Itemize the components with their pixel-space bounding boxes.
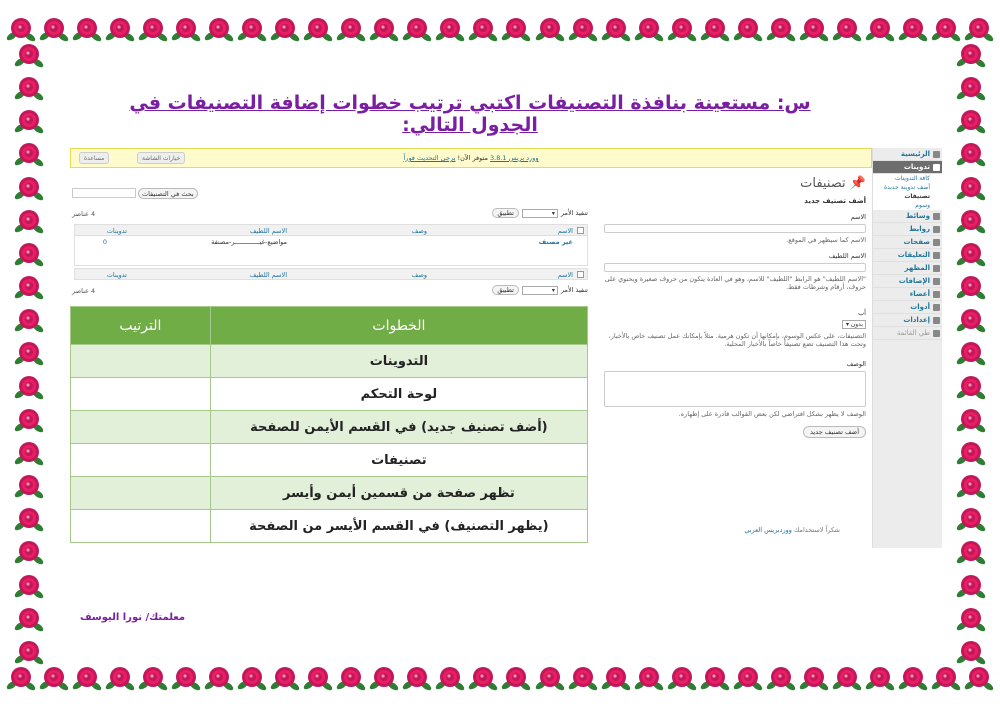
rose-icon bbox=[336, 14, 366, 44]
rose-icon bbox=[14, 206, 44, 236]
rose-icon bbox=[667, 663, 697, 693]
rose-icon bbox=[14, 637, 44, 667]
rose-icon bbox=[105, 14, 135, 44]
rose-icon bbox=[956, 438, 986, 468]
rose-icon bbox=[14, 139, 44, 169]
menu-plugins[interactable]: الإضافات bbox=[873, 275, 942, 288]
rose-icon bbox=[14, 405, 44, 435]
slug-hint: "الاسم اللطيف" هو الرابط "اللطيف" للاسم، وهو في العادة يتكون من حروف صغيرة ويحتوي على حروف، أرقام وشرطات فقط. bbox=[604, 275, 866, 291]
notice-text: متوفر الآن! bbox=[457, 154, 488, 162]
menu-appearance[interactable]: المظهر bbox=[873, 262, 942, 275]
col-description[interactable]: وصف bbox=[411, 227, 427, 235]
rose-icon bbox=[14, 604, 44, 634]
rose-border-right bbox=[948, 40, 994, 667]
rose-icon bbox=[14, 537, 44, 567]
order-cell[interactable] bbox=[71, 444, 211, 477]
rose-icon bbox=[568, 663, 598, 693]
rose-icon bbox=[6, 663, 36, 693]
rose-icon bbox=[832, 14, 862, 44]
rose-icon bbox=[138, 14, 168, 44]
rose-icon bbox=[898, 14, 928, 44]
select-all-checkbox[interactable] bbox=[577, 227, 584, 234]
rose-icon bbox=[956, 338, 986, 368]
rose-icon bbox=[14, 40, 44, 70]
rose-icon bbox=[601, 663, 631, 693]
rose-icon bbox=[14, 338, 44, 368]
help-button[interactable]: مساعدة bbox=[79, 152, 109, 164]
settings-icon bbox=[933, 317, 940, 324]
rose-icon bbox=[956, 272, 986, 302]
rose-icon bbox=[468, 663, 498, 693]
rose-icon bbox=[634, 14, 664, 44]
rose-icon bbox=[501, 14, 531, 44]
col-slug[interactable]: الاسم اللطيف bbox=[249, 227, 287, 235]
pages-icon bbox=[933, 239, 940, 246]
admin-menu bbox=[872, 148, 942, 548]
name-label: الاسم bbox=[850, 213, 866, 221]
users-icon bbox=[933, 291, 940, 298]
table-row bbox=[71, 345, 588, 378]
comments-icon bbox=[933, 252, 940, 259]
steps-table bbox=[70, 306, 588, 543]
plugins-icon bbox=[933, 278, 940, 285]
rose-icon bbox=[956, 206, 986, 236]
rose-icon bbox=[14, 73, 44, 103]
col-posts-bottom[interactable]: تدوينات bbox=[106, 271, 127, 279]
rose-icon bbox=[865, 14, 895, 44]
rose-icon bbox=[14, 571, 44, 601]
update-now-link[interactable]: يرجى التحديث فوراً bbox=[403, 154, 456, 162]
rose-icon bbox=[138, 663, 168, 693]
rose-icon bbox=[369, 663, 399, 693]
rose-icon bbox=[14, 239, 44, 269]
col-description-bottom[interactable]: وصف bbox=[411, 271, 427, 279]
slug-input[interactable] bbox=[604, 263, 866, 272]
order-cell[interactable] bbox=[71, 411, 211, 444]
rose-icon bbox=[799, 663, 829, 693]
step-text: (أضف تصنيف جديد) في القسم الأيمن للصفحة bbox=[210, 411, 587, 444]
tools-icon bbox=[933, 304, 940, 311]
menu-users[interactable]: أعضاء bbox=[873, 288, 942, 301]
rose-icon bbox=[766, 14, 796, 44]
teacher-signature: معلمتك/ نورا اليوسف bbox=[80, 612, 186, 623]
rose-icon bbox=[237, 663, 267, 693]
rose-icon bbox=[667, 14, 697, 44]
search-box bbox=[72, 188, 198, 199]
rose-icon bbox=[14, 305, 44, 335]
steps-header: الخطوات bbox=[210, 307, 587, 345]
submenu-categories[interactable]: تصنيفات bbox=[873, 192, 942, 201]
rose-icon bbox=[14, 438, 44, 468]
page-title: تصنيفات bbox=[800, 176, 846, 191]
rose-icon bbox=[402, 14, 432, 44]
rose-border-left bbox=[6, 40, 52, 667]
rose-icon bbox=[956, 604, 986, 634]
rose-border-top bbox=[0, 6, 1000, 52]
submenu-add-post[interactable]: أضف تدوينة جديدة bbox=[873, 183, 942, 192]
rose-icon bbox=[799, 14, 829, 44]
rose-icon bbox=[14, 372, 44, 402]
rose-icon bbox=[14, 106, 44, 136]
rose-icon bbox=[72, 663, 102, 693]
table-row bbox=[71, 444, 588, 477]
row-posts[interactable]: 0 bbox=[102, 238, 107, 246]
col-name-bottom[interactable]: الاسم bbox=[557, 271, 573, 279]
menu-settings[interactable]: إعدادات bbox=[873, 314, 942, 327]
rose-icon bbox=[964, 663, 994, 693]
item-count-bottom: 4 عناصر bbox=[72, 287, 96, 295]
rose-border-bottom bbox=[0, 655, 1000, 701]
menu-tools[interactable]: أدوات bbox=[873, 301, 942, 314]
rose-icon bbox=[14, 471, 44, 501]
order-cell[interactable] bbox=[71, 477, 211, 510]
categories-pin-icon: 📌 bbox=[849, 176, 866, 191]
bulk-select-top[interactable]: ▾ bbox=[522, 209, 558, 218]
select-all-checkbox-bottom[interactable] bbox=[577, 271, 584, 278]
bulk-actions-top: تنفيذ الأمر ▾ تطبيق bbox=[492, 208, 588, 218]
rose-icon bbox=[956, 173, 986, 203]
rose-icon bbox=[733, 663, 763, 693]
menu-links[interactable]: روابط bbox=[873, 223, 942, 236]
rose-icon bbox=[14, 272, 44, 302]
posts-icon bbox=[933, 164, 940, 171]
rose-icon bbox=[956, 571, 986, 601]
screen-options-button[interactable]: خيارات الشاشة bbox=[137, 152, 185, 164]
parent-label: أب bbox=[858, 309, 866, 317]
rose-icon bbox=[435, 663, 465, 693]
description-label: الوصف bbox=[846, 360, 866, 368]
rose-icon bbox=[270, 663, 300, 693]
name-input[interactable] bbox=[604, 224, 866, 233]
rose-icon bbox=[535, 14, 565, 44]
table-row bbox=[71, 510, 588, 543]
rose-icon bbox=[898, 663, 928, 693]
step-text: التدوينات bbox=[210, 345, 587, 378]
table-footer bbox=[74, 268, 588, 280]
rose-icon bbox=[237, 14, 267, 44]
order-cell[interactable] bbox=[71, 378, 211, 411]
rose-icon bbox=[956, 239, 986, 269]
rose-icon bbox=[105, 663, 135, 693]
row-slug: مواضيع-غيـــــــــــــر-مصنفة bbox=[211, 238, 287, 246]
col-name[interactable]: الاسم bbox=[557, 227, 573, 235]
collapse-icon bbox=[933, 330, 940, 337]
add-category-button[interactable]: أضف تصنيف جديد bbox=[803, 426, 866, 438]
name-hint: الاسم كما سيظهر في الموقع. bbox=[786, 236, 866, 244]
parent-hint: التصنيفات، على عكس الوسوم، بإمكانها أن تكون هرمية. مثلاً بإمكانك عمل تصنيف خاص بالأخبار، وتحت هذا التصنيف تضع تصنيفاً خاصاً بالأخبار المحلية. bbox=[608, 332, 866, 348]
media-icon bbox=[933, 213, 940, 220]
rose-icon bbox=[14, 173, 44, 203]
rose-icon bbox=[956, 73, 986, 103]
version-link[interactable]: وورد بريس 3.8.1 bbox=[490, 154, 539, 162]
links-icon bbox=[933, 226, 940, 233]
order-cell[interactable] bbox=[71, 345, 211, 378]
row-name[interactable]: غير مصنف bbox=[538, 238, 573, 246]
table-row bbox=[71, 477, 588, 510]
col-slug-bottom[interactable]: الاسم اللطيف bbox=[249, 271, 287, 279]
rose-icon bbox=[270, 14, 300, 44]
order-header: الترتيب bbox=[71, 307, 211, 345]
rose-icon bbox=[956, 305, 986, 335]
rose-icon bbox=[700, 663, 730, 693]
rose-icon bbox=[535, 663, 565, 693]
submenu-tags[interactable]: وسوم bbox=[873, 201, 942, 210]
wordpress-arabic-link[interactable]: ووردبريس العربي bbox=[744, 526, 792, 534]
item-count-top: 4 عناصر bbox=[72, 210, 96, 218]
menu-pages[interactable]: صفحات bbox=[873, 236, 942, 249]
collapse-menu[interactable]: طي القائمة bbox=[873, 327, 942, 340]
rose-icon bbox=[402, 663, 432, 693]
rose-icon bbox=[956, 139, 986, 169]
appearance-icon bbox=[933, 265, 940, 272]
rose-icon bbox=[956, 405, 986, 435]
menu-media[interactable]: وسائط bbox=[873, 210, 942, 223]
bulk-actions-bottom: تنفيذ الأمر ▾ تطبيق bbox=[492, 285, 588, 295]
rose-icon bbox=[931, 663, 961, 693]
rose-icon bbox=[435, 14, 465, 44]
rose-icon bbox=[204, 14, 234, 44]
description-textarea[interactable] bbox=[604, 371, 866, 407]
rose-icon bbox=[303, 663, 333, 693]
rose-icon bbox=[369, 14, 399, 44]
rose-icon bbox=[204, 663, 234, 693]
rose-icon bbox=[865, 663, 895, 693]
question-title: س: مستعينة بنافذة التصنيفات اكتبي ترتيب خطوات إضافة التصنيفات في الجدول التالي: bbox=[129, 92, 811, 136]
step-text: تظهر صفحة من قسمين أيمن وأيسر bbox=[210, 477, 587, 510]
order-cell[interactable] bbox=[71, 510, 211, 543]
rose-icon bbox=[568, 14, 598, 44]
table-header bbox=[74, 224, 588, 236]
search-categories-button[interactable]: بحث في التصنيفات bbox=[138, 188, 198, 199]
add-new-heading: أضف تصنيف جديد bbox=[804, 197, 866, 205]
menu-comments[interactable]: التعليقات bbox=[873, 249, 942, 262]
dashboard-icon bbox=[933, 151, 940, 158]
rose-icon bbox=[72, 14, 102, 44]
step-text: لوحة التحكم bbox=[210, 378, 587, 411]
rose-icon bbox=[700, 14, 730, 44]
parent-select[interactable]: بدون ▾ bbox=[842, 320, 866, 329]
slug-label: الاسم اللطيف bbox=[828, 252, 866, 260]
rose-icon bbox=[956, 637, 986, 667]
step-text: تصنيفات bbox=[210, 444, 587, 477]
rose-icon bbox=[956, 471, 986, 501]
table-row bbox=[71, 411, 588, 444]
search-input[interactable] bbox=[72, 188, 136, 198]
rose-icon bbox=[14, 504, 44, 534]
rose-icon bbox=[956, 372, 986, 402]
rose-icon bbox=[956, 106, 986, 136]
description-hint: الوصف لا يظهر بشكل افتراضي لكن بعض القوالب قادرة على إظهاره. bbox=[678, 410, 866, 418]
rose-icon bbox=[832, 663, 862, 693]
rose-icon bbox=[501, 663, 531, 693]
col-posts[interactable]: تدوينات bbox=[106, 227, 127, 235]
rose-icon bbox=[468, 14, 498, 44]
rose-icon bbox=[171, 663, 201, 693]
rose-icon bbox=[601, 14, 631, 44]
rose-icon bbox=[956, 40, 986, 70]
table-row bbox=[74, 236, 588, 266]
rose-icon bbox=[171, 14, 201, 44]
apply-button-bottom[interactable]: تطبيق bbox=[492, 285, 519, 295]
bulk-select-bottom[interactable]: ▾ bbox=[522, 286, 558, 295]
rose-icon bbox=[766, 663, 796, 693]
rose-icon bbox=[634, 663, 664, 693]
rose-icon bbox=[956, 504, 986, 534]
step-text: (يظهر التصنيف) في القسم الأيسر من الصفحة bbox=[210, 510, 587, 543]
rose-icon bbox=[39, 663, 69, 693]
update-notice bbox=[70, 148, 872, 168]
submenu-all-posts[interactable]: كافة التدوينات bbox=[873, 174, 942, 183]
rose-icon bbox=[956, 537, 986, 567]
add-category-form bbox=[604, 176, 866, 438]
menu-dashboard[interactable]: الرئيسية bbox=[873, 148, 942, 161]
apply-button-top[interactable]: تطبيق bbox=[492, 208, 519, 218]
footer-thanks: شكراً لاستخدامك ووردبريس العربي bbox=[744, 526, 840, 534]
rose-icon bbox=[336, 663, 366, 693]
menu-posts[interactable]: تدوينات bbox=[873, 161, 942, 174]
rose-icon bbox=[303, 14, 333, 44]
rose-icon bbox=[733, 14, 763, 44]
table-row bbox=[71, 378, 588, 411]
